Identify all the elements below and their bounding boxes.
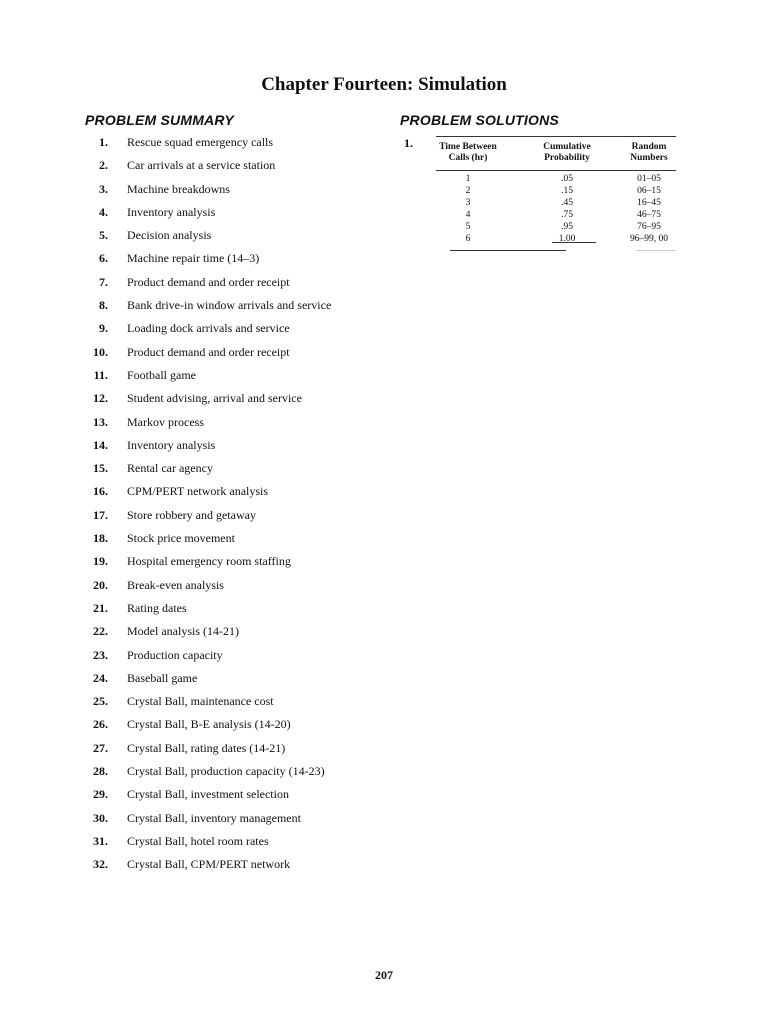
- item-number: 10.: [93, 344, 108, 359]
- list-item: [0, 389, 380, 412]
- table-cell: 76–95: [637, 222, 661, 232]
- list-item: [0, 762, 380, 785]
- table-row: [436, 197, 676, 209]
- item-text: Product demand and order receipt: [127, 274, 290, 289]
- table-rule-bottom: [450, 250, 566, 251]
- item-text: Machine repair time (14–3): [127, 251, 260, 266]
- item-text: Product demand and order receipt: [127, 344, 290, 359]
- table-rule-sum: [552, 242, 596, 243]
- table-rule-top: [436, 136, 676, 137]
- item-number: 6.: [99, 251, 108, 266]
- column-header: [436, 142, 500, 164]
- problem-summary-heading: PROBLEM SUMMARY: [85, 112, 234, 128]
- table-cell: 96–99, 00: [630, 234, 668, 244]
- table-cell: 2: [465, 186, 471, 196]
- item-text: Crystal Ball, B-E analysis (14-20): [127, 717, 291, 732]
- list-item: [0, 552, 380, 575]
- item-number: 31.: [93, 833, 108, 848]
- table-cell: 3: [465, 198, 471, 208]
- item-number: 2.: [99, 158, 108, 173]
- item-text: Break-even analysis: [127, 577, 224, 592]
- item-number: 25.: [93, 694, 108, 709]
- page-title: Chapter Fourteen: Simulation: [261, 74, 507, 95]
- list-item: [0, 296, 380, 319]
- table-row: [436, 185, 676, 197]
- item-number: 16.: [93, 484, 108, 499]
- item-number: 11.: [93, 367, 108, 382]
- item-number: 9.: [99, 321, 108, 336]
- table-row: [436, 221, 676, 233]
- item-number: 17.: [93, 507, 108, 522]
- list-item: [0, 133, 380, 156]
- list-item: [0, 506, 380, 529]
- table-cell: .95: [561, 222, 573, 232]
- item-text: CPM/PERT network analysis: [127, 484, 269, 499]
- table-row: [436, 209, 676, 221]
- item-text: Machine breakdowns: [127, 181, 230, 196]
- item-number: 24.: [93, 670, 108, 685]
- item-text: Baseball game: [127, 670, 198, 685]
- item-text: Crystal Ball, hotel room rates: [127, 833, 269, 848]
- list-item: [0, 855, 380, 878]
- item-text: Bank drive-in window arrivals and service: [127, 298, 332, 313]
- item-text: Crystal Ball, rating dates (14-21): [127, 740, 286, 755]
- item-text: Rating dates: [127, 600, 187, 615]
- item-text: Store robbery and getaway: [127, 507, 256, 522]
- table-body: [436, 173, 676, 245]
- table-rule-bottom-faint: [636, 250, 676, 251]
- item-number: 4.: [99, 204, 108, 219]
- list-item: [0, 436, 380, 459]
- list-item: [0, 226, 380, 249]
- problem-summary-list: [0, 133, 380, 879]
- item-number: 7.: [99, 274, 108, 289]
- table-row: [436, 233, 676, 245]
- table-cell: .45: [561, 198, 573, 208]
- list-item: [0, 576, 380, 599]
- table-cell: .15: [561, 186, 573, 196]
- item-text: Rental car agency: [127, 461, 213, 476]
- problem-solutions-heading: PROBLEM SOLUTIONS: [400, 112, 559, 128]
- solution-number: 1.: [404, 136, 413, 150]
- item-text: Crystal Ball, inventory management: [127, 810, 301, 825]
- list-item: [0, 739, 380, 762]
- list-item: [0, 180, 380, 203]
- item-number: 13.: [93, 414, 108, 429]
- list-item: [0, 832, 380, 855]
- table-cell: 16–45: [637, 198, 661, 208]
- item-number: 26.: [93, 717, 108, 732]
- item-number: 14.: [93, 437, 108, 452]
- item-number: 28.: [93, 764, 108, 779]
- item-number: 21.: [93, 600, 108, 615]
- item-text: Production capacity: [127, 647, 223, 662]
- item-text: Inventory analysis: [127, 204, 216, 219]
- header-line: Time Between: [439, 142, 497, 152]
- item-number: 15.: [93, 461, 108, 476]
- table-cell: 01–05: [637, 174, 661, 184]
- table-cell: 6: [465, 234, 471, 244]
- list-item: [0, 646, 380, 669]
- item-text: Markov process: [127, 414, 204, 429]
- item-number: 23.: [93, 647, 108, 662]
- item-number: 30.: [93, 810, 108, 825]
- list-item: [0, 715, 380, 738]
- table-cell: 1.00: [558, 234, 576, 244]
- item-text: Decision analysis: [127, 228, 212, 243]
- item-text: Car arrivals at a service station: [127, 158, 276, 173]
- header-line: Calls (hr): [448, 153, 488, 163]
- table-rule-header: [436, 170, 676, 171]
- table-cell: 5: [465, 222, 471, 232]
- page-number: 207: [375, 968, 393, 982]
- item-text: Loading dock arrivals and service: [127, 321, 290, 336]
- item-number: 18.: [93, 531, 108, 546]
- list-item: [0, 249, 380, 272]
- column-header: [622, 142, 676, 164]
- table-cell: 1: [465, 174, 471, 184]
- list-item: [0, 692, 380, 715]
- list-item: [0, 482, 380, 505]
- item-number: 12.: [93, 391, 108, 406]
- item-number: 5.: [99, 228, 108, 243]
- item-text: Football game: [127, 367, 196, 382]
- list-item: [0, 203, 380, 226]
- list-item: [0, 529, 380, 552]
- item-number: 19.: [93, 554, 108, 569]
- table-cell: .05: [561, 174, 573, 184]
- item-number: 20.: [93, 577, 108, 592]
- header-line: Numbers: [630, 153, 668, 163]
- list-item: [0, 669, 380, 692]
- list-item: [0, 622, 380, 645]
- item-text: Student advising, arrival and service: [127, 391, 302, 406]
- table-header-row: [436, 142, 676, 166]
- item-text: Hospital emergency room staffing: [127, 554, 291, 569]
- item-text: Stock price movement: [127, 531, 235, 546]
- item-text: Crystal Ball, investment selection: [127, 787, 289, 802]
- list-item: [0, 366, 380, 389]
- header-line: Cumulative: [543, 142, 591, 152]
- column-header: [532, 142, 602, 164]
- item-text: Crystal Ball, CPM/PERT network: [127, 857, 291, 872]
- table-row: [436, 173, 676, 185]
- list-item: [0, 599, 380, 622]
- item-text: Crystal Ball, maintenance cost: [127, 694, 274, 709]
- item-number: 22.: [93, 624, 108, 639]
- table-cell: 06–15: [637, 186, 661, 196]
- list-item: [0, 156, 380, 179]
- list-item: [0, 809, 380, 832]
- item-number: 29.: [93, 787, 108, 802]
- list-item: [0, 343, 380, 366]
- item-number: 1.: [99, 135, 108, 149]
- table-cell: 46–75: [637, 210, 661, 220]
- item-number: 32.: [93, 857, 108, 872]
- header-line: Probability: [544, 153, 590, 163]
- list-item: [0, 459, 380, 482]
- list-item: [0, 273, 380, 296]
- table-cell: 4: [465, 210, 471, 220]
- list-item: [0, 785, 380, 808]
- table-cell: .75: [561, 210, 573, 220]
- header-line: Random: [631, 142, 667, 152]
- item-text: Model analysis (14-21): [127, 624, 239, 639]
- item-number: 27.: [93, 740, 108, 755]
- item-text: Rescue squad emergency calls: [127, 135, 274, 149]
- item-text: Inventory analysis: [127, 437, 216, 452]
- item-number: 8.: [99, 298, 108, 313]
- list-item: [0, 413, 380, 436]
- item-text: Crystal Ball, production capacity (14-23): [127, 764, 325, 779]
- item-number: 3.: [99, 181, 108, 196]
- list-item: [0, 319, 380, 342]
